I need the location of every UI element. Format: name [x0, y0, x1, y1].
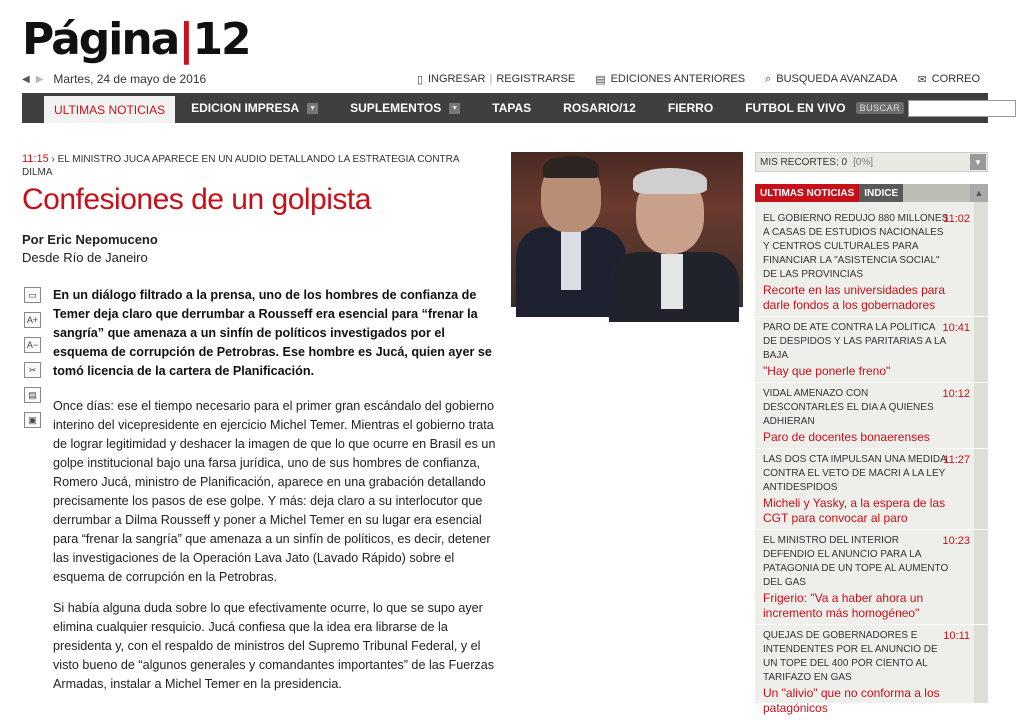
news-link[interactable]: "Hay que ponerle freno" — [763, 364, 891, 378]
lock-icon: ▯ — [416, 73, 423, 86]
news-headline: VIDAL AMENAZO CON DESCONTARLES EL DIA A QUIENES ADHIERAN — [763, 388, 934, 427]
article-photo[interactable] — [511, 152, 743, 307]
recortes-label: MIS RECORTES: 0 — [760, 156, 848, 168]
nav-suplementos-label: SUPLEMENTOS — [350, 101, 442, 115]
search-icon: ⌕ — [765, 72, 772, 85]
news-time: 10:12 — [942, 388, 970, 400]
article-title: Confesiones de un golpista — [22, 183, 371, 216]
ediciones-anteriores-link[interactable] — [585, 73, 755, 86]
search-button[interactable]: BUSCAR — [856, 102, 905, 114]
news-time: 11:27 — [943, 454, 970, 466]
article-lead: En un diálogo filtrado a la prensa, uno de los hombres de confianza de Temer deja claro que derrumbar a Rousseff era esencial para “frenar la sangría” que amenaza a un sinfín de políticos investigados por el esquema de corrupción de Petrobras. Ese hombre es Jucá, quien ayer se tomó licencia de la cartera de Planificación. — [53, 288, 492, 378]
correo-link[interactable] — [908, 73, 981, 86]
article-paragraph: Once días: ese el tiempo necesario para el primer gran escándalo del gobierno interino del vicepresidente en ejercicio Michel Temer. Mientras el gobierno trata de lograr legitimidad y deshacer la imagen de que lo que ocurre en Brasil es un golpe institucional bajo una farsa jurídica, uno de sus hombres de confianza, Romero Jucá, ministro de Planificación, aparece en una grabación detallando precisamente los pasos de ese golpe. Y más: deja claro a su interlocutor que derrumbar a Dilma Rousseff y poner a Michel Temer en su lugar era esencial para “frenar la sangría” que amenaza a un sinfín de políticos, es decir, detener las investigaciones de la Operación Lava Jato (Lavado Rápido) sobre el esquema de corrupción en la Petrobras. — [53, 399, 496, 584]
nav-fierro[interactable]: FIERRO — [667, 101, 714, 115]
news-headline: LAS DOS CTA IMPULSAN UNA MEDIDA CONTRA EL VETO DE MACRI A LA LEY ANTIDESPIDOS — [763, 454, 947, 493]
latest-news-list — [755, 202, 988, 715]
photo-hair-left — [543, 156, 599, 178]
logo-number: 12 — [192, 14, 250, 65]
clip-icon[interactable]: ✂ — [24, 362, 41, 378]
print-icon[interactable]: ▤ — [24, 387, 41, 403]
news-time: 10:23 — [942, 535, 970, 547]
prev-day-icon[interactable]: ◀ — [22, 73, 30, 85]
nav-edicion-impresa[interactable] — [175, 93, 334, 123]
main-nav — [22, 93, 988, 123]
busqueda-label: BUSQUEDA AVANZADA — [776, 73, 898, 85]
tab-indice[interactable]: INDICE — [859, 184, 903, 202]
correo-label: CORREO — [931, 73, 980, 85]
photo-shirt-left — [561, 230, 581, 290]
chevron-down-icon[interactable]: ▼ — [970, 154, 986, 170]
photo-hair-right — [633, 168, 707, 194]
expand-icon[interactable]: ▭ — [24, 287, 41, 303]
article-place: Desde Río de Janeiro — [22, 250, 148, 265]
news-headline: QUEJAS DE GOBERNADORES E INTENDENTES POR EL ANUNCIO DE UN TOPE DEL 400 POR CIENTO AL TARIFAZO EN GAS — [763, 630, 938, 683]
nav-futbol-en-vivo[interactable]: FUTBOL EN VIVO — [745, 101, 846, 115]
article-paragraph: Si había alguna duda sobre lo que efectivamente ocurre, lo que se supo ayer elimina cualquier resquicio. Jucá confiesa que la idea era librarse de la presidenta y, con el respaldo de ministros del Supremo Tribunal Federal, y el visto bueno de “algunos generales y comandantes importantes” de las Fuerzas Armadas, instalar a Michel Temer en la presidencia. — [53, 601, 495, 691]
article-author: Por Eric Nepomuceno — [22, 232, 158, 247]
dateline — [22, 70, 206, 88]
news-link[interactable]: Paro de docentes bonaerenses — [763, 430, 930, 444]
archive-icon: ▤ — [595, 73, 606, 86]
news-headline: PARO DE ATE CONTRA LA POLITICA DE DESPIDOS Y LAS PARITARIAS A LA BAJA — [763, 322, 946, 361]
chevron-down-icon[interactable]: ▼ — [449, 103, 460, 114]
tab-ultimas-noticias[interactable]: ULTIMAS NOTICIAS — [755, 184, 859, 202]
comment-icon[interactable]: ▣ — [24, 412, 41, 428]
news-time: 11:02 — [943, 213, 970, 225]
news-item[interactable] — [755, 530, 988, 625]
news-headline: EL GOBIERNO REDUJO 880 MILLONES A CASAS DE ESTUDIOS NACIONALES Y CENTROS CULTURALES PARA FINANCIAR LA "ASISTENCIA SOCIAL" DE LAS PROVINCIAS — [763, 213, 949, 280]
news-headline: EL MINISTRO DEL INTERIOR DEFENDIO EL ANUNCIO PARA LA PATAGONIA DE UN TOPE AL AUMENTO DEL GAS — [763, 535, 949, 588]
busqueda-avanzada-link[interactable] — [755, 73, 907, 86]
font-decrease-icon[interactable]: A− — [24, 337, 41, 353]
news-time: 10:41 — [942, 322, 970, 334]
news-item[interactable] — [755, 383, 988, 449]
photo-shirt-right — [661, 254, 683, 309]
nav-suplementos[interactable] — [334, 93, 476, 123]
nav-edicion-impresa-label: EDICION IMPRESA — [191, 101, 300, 115]
nav-rosario12[interactable]: ROSARIO/12 — [563, 101, 636, 115]
news-item[interactable] — [755, 625, 988, 720]
article-kicker-text: › EL MINISTRO JUCA APARECE EN UN AUDIO DETALLANDO LA ESTRATEGIA CONTRA DILMA — [22, 154, 459, 178]
sidebar-tabs — [755, 184, 988, 202]
ediciones-label: EDICIONES ANTERIORES — [610, 73, 746, 85]
mail-icon: ✉ — [917, 73, 927, 86]
chevron-down-icon[interactable]: ▼ — [307, 103, 318, 114]
news-item[interactable] — [755, 317, 988, 383]
font-increase-icon[interactable]: A+ — [24, 312, 41, 328]
registrarse-link[interactable]: REGISTRARSE — [496, 73, 576, 85]
logo-text: Página — [22, 14, 179, 65]
news-item[interactable] — [755, 208, 988, 317]
ingresar-link[interactable]: INGRESAR — [428, 73, 486, 85]
login-links — [407, 73, 585, 86]
article-body — [53, 397, 499, 706]
article-time: 11:15 — [22, 153, 49, 165]
search-input[interactable] — [908, 100, 1016, 117]
top-links — [407, 70, 980, 88]
mis-recortes[interactable] — [755, 152, 988, 172]
news-item[interactable] — [755, 449, 988, 530]
next-day-icon[interactable]: ▶ — [35, 73, 44, 85]
date-arrows — [22, 74, 43, 85]
scroll-up-icon[interactable]: ▲ — [970, 184, 988, 202]
article-kicker — [22, 153, 492, 179]
site-logo[interactable] — [22, 14, 250, 66]
news-time: 10:11 — [943, 630, 970, 642]
news-link[interactable]: Un "alivio" que no conforma a los patagónicos — [763, 686, 940, 715]
article-tools — [24, 287, 42, 428]
news-link[interactable]: Frigerio: "Va a haber ahora un incremento más homogéneo" — [763, 591, 924, 620]
news-link[interactable]: Recorte en las universidades para darle fondos a los gobernadores — [763, 283, 946, 312]
link-separator: | — [489, 73, 493, 85]
nav-ultimas-noticias[interactable]: ULTIMAS NOTICIAS — [44, 93, 175, 123]
current-date: Martes, 24 de mayo de 2016 — [53, 72, 207, 86]
nav-tapas[interactable]: TAPAS — [492, 101, 532, 115]
news-link[interactable]: Micheli y Yasky, a la espera de las CGT para convocar al paro — [763, 496, 946, 525]
logo-bar: | — [178, 14, 193, 65]
recortes-percent: [0%] — [853, 156, 874, 168]
